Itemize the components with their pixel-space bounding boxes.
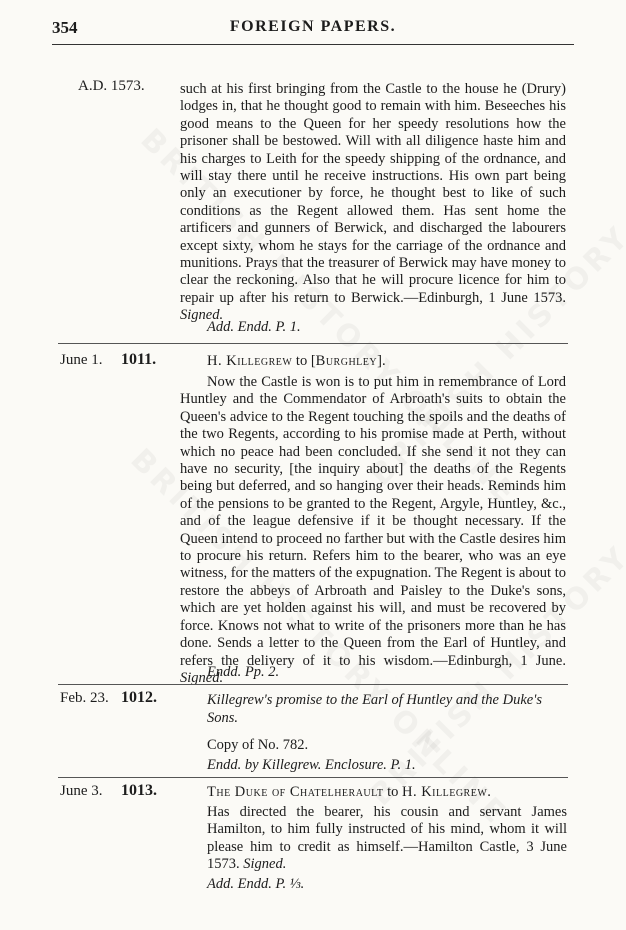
entry-separator	[58, 343, 568, 344]
entry-endorsement: Endd. by Killegrew. Enclosure. P. 1.	[207, 757, 416, 773]
entry-separator	[58, 777, 568, 778]
entry-endorsement: Endd. Pp. 2.	[207, 664, 280, 680]
entry-date: June 3.	[60, 783, 103, 799]
entry-heading: The Duke of Chatelherault to H. Killegrew.	[207, 784, 491, 800]
entry-number: 1011.	[121, 351, 157, 368]
entry-body: Now the Castle is won is to put him in remembrance of Lord Huntley and the Commendator of Arbroath's suits to obtain the Queen's advice to the Regent touching the spoils and the deaths of the two Regents, according to his promise made at Perth, without which no peace had been concluded. If she send it not they can have no security, [the inquiry about] the deaths of the Regents being but deferred, and so hanging over their heads. Reminds him of the pensions to be granted to the Regent, Argyle, Huntley, &c., and of the league defensive if it be thought necessary. If the Queen intend to proceed no farther but with the Castle desires him to procure his return. Refers him to the bearer, who was an eye witness, for the matters of the expugnation. The Regent is about to restore the abbeys of Arbroath and Paisley to the Duke's sons, which are yet holden against his will, and must be recovered by force. Knows not what to write of the prisoners more than he has done. Sends a letter to the Queen from the Earl of Huntley, and refers the delivery of it to his wisdom.—Edinburgh, 1 June. Signed.	[180, 374, 566, 686]
entry-number: 1013.	[121, 782, 157, 799]
entry-date: June 1.	[60, 352, 103, 368]
entry-number: 1012.	[121, 689, 157, 706]
page-number: 354	[52, 18, 78, 37]
running-title: FOREIGN PAPERS.	[229, 18, 397, 35]
margin-year: A.D. 1573.	[78, 78, 145, 94]
entry-heading: Killegrew's promise to the Earl of Huntley and the Duke's Sons.	[207, 692, 542, 726]
entry-endorsement: Add. Endd. P. 1.	[207, 319, 301, 335]
page-header	[52, 18, 574, 42]
header-rule	[52, 44, 574, 45]
entry-endorsement: Add. Endd. P. ⅓.	[207, 876, 305, 892]
entry-copy-line: Copy of No. 782.	[207, 737, 309, 753]
entry-date: Feb. 23.	[60, 690, 109, 706]
entry-heading: H. Killegrew to [Burghley].	[207, 353, 386, 369]
entry-separator	[58, 684, 568, 685]
entry-body: Has directed the bearer, his cousin and servant James Hamilton, to him fully instructed of his mind, whom it will please him to credit as himself.—Hamilton Castle, 3 June 1573. Signed.	[207, 804, 567, 873]
entry-body: such at his first bringing from the Castle to the house he (Drury) lodges in, that he thought good to remain with him. Beseeches his good means to the Queen for her speedy resolutions how the prisoner shall be bestowed. Will with all diligence haste him and his charges to Leith for the speedy shipping of the ordnance, and will stay there until he receive instructions. His own part being only an executioner by force, he thought best to like of such conditions as the Regent allowed them. Has sent home the artificers and gunners of Berwick, and discharged the labourers except sixty, whom he stays for the carriage of the ordnance and munitions. Prays that the treasurer of Berwick may have money to clear the reckoning. Also that he will procure licence for him to repair up after his return to Berwick.—Edinburgh, 1 June 1573. Signed.	[180, 81, 566, 324]
